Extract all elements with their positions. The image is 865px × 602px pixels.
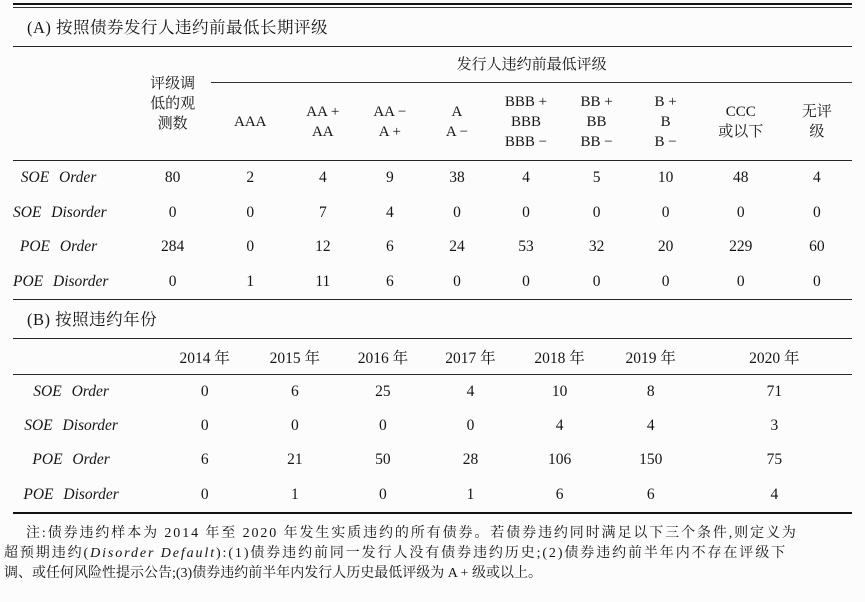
- table-row-soe-disorder: [13, 409, 852, 443]
- footnote-line-3: 调、或任何风险性提示公告;(3)债券违约前半年内发行人历史最低评级为 A + 级或以上。: [4, 565, 542, 581]
- cell: 0: [246, 238, 255, 256]
- table-row-poe-order: [13, 443, 852, 477]
- colhead-aaa: AAA: [233, 113, 267, 130]
- colhead-ccc-or-below: CCC 或以下: [718, 103, 764, 140]
- cell: 0: [168, 203, 177, 221]
- cell: 4: [646, 417, 655, 435]
- cell: 32: [588, 238, 605, 256]
- colhead-year-2017: 2017 年: [445, 349, 496, 367]
- cell: 4: [770, 485, 779, 503]
- cell: 4: [522, 169, 530, 187]
- table-footnote: [4, 524, 861, 584]
- row-label: POE Order: [32, 451, 110, 469]
- cell: 106: [547, 451, 572, 469]
- colhead-year-2015: 2015 年: [269, 349, 320, 367]
- colhead-a-a-minus: A A −: [445, 103, 469, 140]
- colhead-year-2016: 2016 年: [357, 349, 409, 367]
- corner-blank-cell: [13, 339, 159, 375]
- cell: 7: [318, 203, 327, 221]
- cell: 75: [766, 451, 783, 469]
- cell: 38: [449, 169, 465, 187]
- cell: 20: [657, 238, 674, 256]
- cell: 0: [200, 417, 209, 435]
- cell: 0: [812, 272, 821, 290]
- colhead-year-2014: 2014 年: [179, 349, 230, 367]
- cell: 0: [168, 272, 177, 290]
- cell: 9: [386, 169, 394, 187]
- cell: 25: [375, 383, 391, 401]
- cell: 1: [466, 485, 475, 503]
- cell: 0: [200, 485, 209, 503]
- row-label: POE Disorder: [13, 272, 109, 290]
- panel-a-title: (A) 按照债券发行人违约前最低长期评级: [27, 18, 329, 37]
- cell: 284: [161, 238, 185, 256]
- row-label: POE Disorder: [23, 485, 119, 503]
- cell: 0: [522, 272, 530, 290]
- cell: 28: [462, 451, 479, 469]
- cell: 80: [164, 169, 181, 187]
- cell: 0: [522, 203, 530, 221]
- cell: 4: [386, 203, 394, 221]
- cell: 229: [729, 238, 753, 256]
- cell: 0: [661, 272, 670, 290]
- cell: 4: [318, 169, 327, 187]
- cell: 0: [736, 203, 745, 221]
- footnote-line-2: 超预期违约(Disorder Default):(1)债券违约前同一发行人没有债券违约历史;(2)债券违约前半年内不存在评级下: [4, 545, 787, 561]
- colhead-downgrade-observations: 评级调 低的观 测数: [150, 75, 196, 132]
- row-label: SOE Order: [20, 169, 97, 187]
- colhead-aa-plus-aa: AA + AA: [306, 103, 340, 140]
- cell: 6: [200, 451, 209, 469]
- row-label: POE Order: [19, 238, 98, 256]
- colhead-b-group: B + B B −: [654, 93, 677, 150]
- cell: 12: [315, 238, 331, 256]
- cell: 6: [555, 485, 564, 503]
- corner-blank-cell: [13, 47, 134, 161]
- cell: 10: [657, 169, 674, 187]
- colhead-year-2019: 2019 年: [625, 349, 676, 367]
- cell: 60: [809, 238, 825, 256]
- colhead-span-lowest-rating-before-default: 发行人违约前最低评级: [211, 47, 852, 83]
- cell: 0: [736, 272, 745, 290]
- cell: 10: [551, 383, 568, 401]
- panel-b-title: (B) 按照违约年份: [27, 310, 158, 329]
- cell: 4: [812, 169, 821, 187]
- cell: 71: [766, 383, 783, 401]
- row-label: SOE Disorder: [13, 203, 107, 221]
- cell: 53: [518, 238, 534, 256]
- cell: 2: [246, 169, 255, 187]
- cell: 4: [466, 383, 475, 401]
- cell: 24: [449, 238, 465, 256]
- colhead-year-2020: 2020 年: [749, 349, 800, 367]
- table-row-poe-disorder: [13, 265, 852, 300]
- cell: 0: [379, 417, 387, 435]
- colhead-bbb-group: BBB + BBB BBB −: [504, 93, 548, 150]
- cell: 0: [453, 203, 461, 221]
- cell: 0: [246, 203, 255, 221]
- cell: 0: [661, 203, 670, 221]
- cell: 0: [592, 203, 601, 221]
- cell: 0: [453, 272, 461, 290]
- panel-a-table: [13, 46, 852, 300]
- panel-b-table: [13, 338, 852, 514]
- colhead-aa-minus-a-plus: AA − A +: [373, 103, 407, 140]
- cell: 0: [812, 203, 821, 221]
- table-row-soe-order: [13, 375, 852, 410]
- cell: 0: [200, 383, 209, 401]
- cell: 1: [290, 485, 299, 503]
- cell: 6: [290, 383, 299, 401]
- cell: 0: [379, 485, 387, 503]
- cell: 6: [386, 272, 394, 290]
- cell: 11: [315, 272, 331, 290]
- footnote-line-1: 注:债券违约样本为 2014 年至 2020 年发生实质违约的所有债券。若债券违约同时满足以下三个条件,则定义为: [26, 525, 798, 541]
- cell: 6: [386, 238, 394, 256]
- table-row-poe-order: [13, 230, 852, 265]
- cell: 150: [639, 451, 663, 469]
- colhead-unrated: 无评 级: [801, 103, 832, 140]
- table-row-soe-disorder: [13, 196, 852, 231]
- cell: 50: [375, 451, 391, 469]
- cell: 0: [466, 417, 475, 435]
- cell: 6: [646, 485, 655, 503]
- row-label: SOE Disorder: [24, 417, 118, 435]
- cell: 5: [592, 169, 601, 187]
- cell: 0: [592, 272, 601, 290]
- cell: 0: [290, 417, 299, 435]
- cell: 4: [555, 417, 564, 435]
- table-row-poe-disorder: [13, 478, 852, 513]
- table-row-soe-order: [13, 161, 852, 196]
- row-label: SOE Order: [33, 383, 109, 401]
- cell: 48: [732, 169, 749, 187]
- cell: 8: [646, 383, 655, 401]
- colhead-year-2018: 2018 年: [534, 349, 585, 367]
- cell: 21: [287, 451, 303, 469]
- colhead-bb-group: BB + BB BB −: [580, 93, 613, 150]
- disorder-default-term: Disorder Default: [90, 545, 216, 561]
- cell: 3: [770, 417, 779, 435]
- cell: 1: [246, 272, 255, 290]
